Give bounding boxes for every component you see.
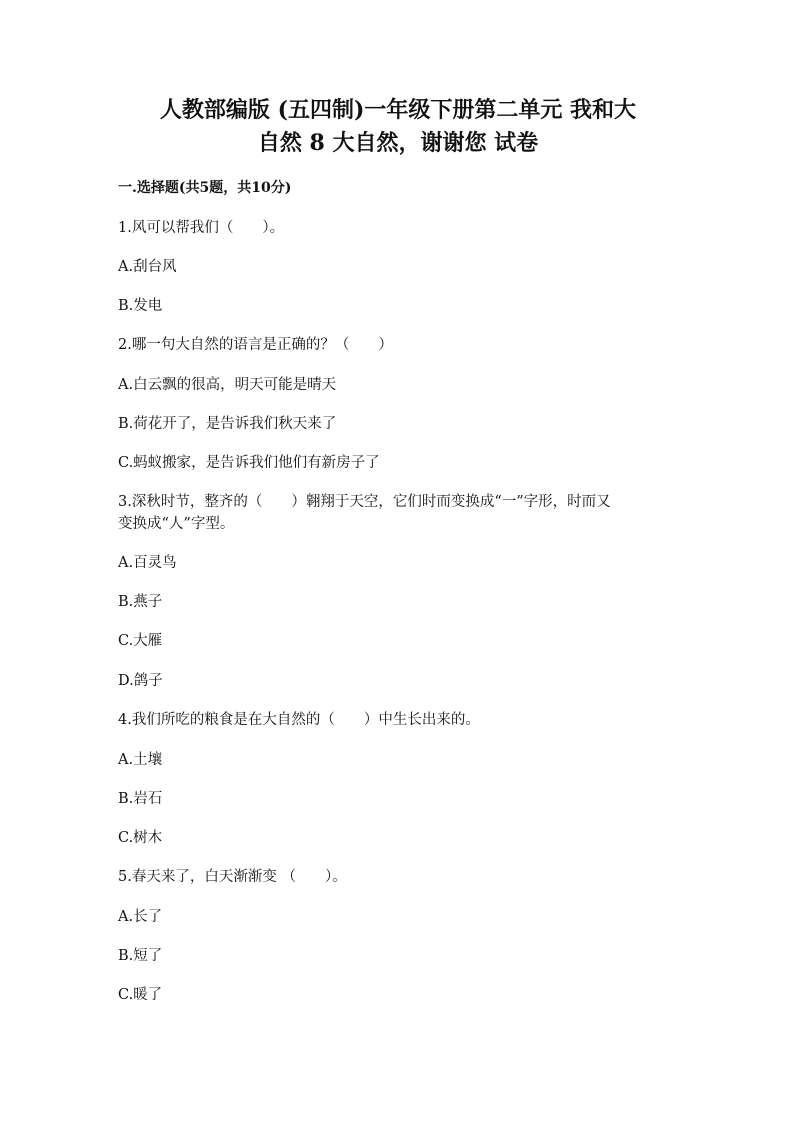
question-5-option-b: B.短了 [118, 948, 163, 964]
question-5-option-a: A.长了 [118, 909, 163, 925]
question-2-stem: 2.哪一句大自然的语言是正确的？（ ） [118, 337, 393, 353]
question-2-option-b: B.荷花开了，是告诉我们秋天来了 [118, 416, 337, 432]
question-2-option-c: C.蚂蚁搬家，是告诉我们他们有新房子了 [118, 455, 380, 471]
document-title [118, 94, 678, 160]
question-3-stem-line-2: 变换成“人”字型。 [118, 516, 235, 532]
question-5-option-c: C.暖了 [118, 987, 163, 1003]
question-1-option-a: A.刮台风 [118, 259, 177, 275]
title-line-2: 自然 8 大自然，谢谢您 试卷 [257, 130, 539, 156]
question-4-option-c: C.树木 [118, 830, 163, 846]
question-1-stem: 1.风可以帮我们（ ）。 [118, 220, 285, 236]
title-line-1: 人教部编版 (五四制)一年级下册第二单元 我和大 [159, 97, 637, 123]
question-3-stem-line-1: 3.深秋时节，整齐的（ ）翱翔于天空，它们时而变换成“一”字形，时而又 [118, 494, 611, 510]
question-3-option-b: B.燕子 [118, 594, 163, 610]
question-4-option-a: A.土壤 [118, 752, 163, 768]
question-2-option-a: A.白云飘的很高，明天可能是晴天 [118, 377, 337, 393]
question-3-option-a: A.百灵鸟 [118, 555, 177, 571]
question-5-stem: 5.春天来了，白天渐渐变 （ ）。 [118, 869, 347, 885]
section-heading: 一.选择题(共5题，共10分) [118, 180, 292, 196]
question-3-option-d: D.鸽子 [118, 673, 163, 689]
question-1-option-b: B.发电 [118, 298, 163, 314]
question-4-option-b: B.岩石 [118, 791, 163, 807]
question-3-option-c: C.大雁 [118, 633, 163, 649]
question-4-stem: 4.我们所吃的粮食是在大自然的（ ）中生长出来的。 [118, 712, 480, 728]
